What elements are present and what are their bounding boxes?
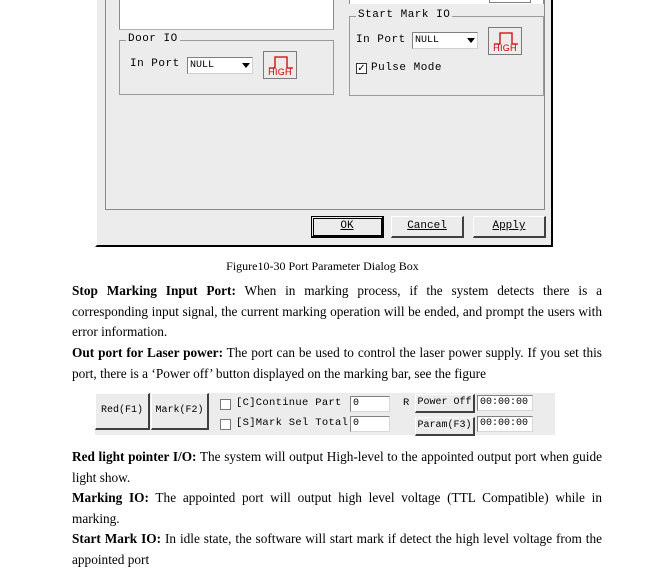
door-io-group — [119, 33, 334, 95]
port-parameter-dialog — [95, 0, 553, 247]
paragraph-laser-power — [72, 343, 602, 384]
heading-stop-marking: Stop Marking Input Port: — [72, 283, 236, 298]
start-mark-io-title: Start Mark IO — [358, 9, 451, 21]
elapsed-time-2: 00:00:00 — [477, 416, 533, 432]
pulse-mode-checkbox[interactable]: ✓ — [357, 63, 366, 74]
start-mark-io-group — [349, 9, 544, 96]
door-io-in-port-label: In Port — [130, 58, 180, 70]
upper-left-group-remnant — [119, 0, 334, 30]
pulse-mode-label: Pulse Mode — [371, 62, 443, 74]
start-mark-in-port-label: In Port — [356, 34, 406, 46]
param-button[interactable]: Param(F3) — [415, 417, 475, 436]
heading-marking-io: Marking IO: — [72, 490, 149, 505]
ok-button[interactable] — [311, 216, 384, 238]
marking-bar — [95, 393, 555, 435]
text-red-light: The system will output High-level to the appointed output port when guide light show. — [72, 449, 602, 485]
text-start-mark: In idle state, the software will start mark if detect the high level voltage from the appointed port — [72, 531, 603, 567]
start-mark-port-select[interactable] — [412, 32, 478, 49]
continue-part-input[interactable]: 0 — [350, 396, 390, 412]
start-mark-port-value: NULL — [415, 35, 440, 46]
apply-button[interactable] — [473, 216, 546, 238]
text-marking-io: The appointed port will output high level voltage (TTL Compatible) while in marking. — [72, 490, 602, 526]
door-io-high-label: HIGH — [268, 67, 292, 77]
continue-part-label: [C]Continue Part — [236, 397, 342, 409]
text-laser-power: The port can be used to control the laser power supply. If you set this port, there is a ‘Power off’ button displayed on the marking bar, see the figure — [72, 345, 602, 381]
paragraph-red-light — [72, 447, 602, 488]
door-io-high-button[interactable] — [263, 51, 297, 79]
start-mark-high-button[interactable] — [488, 27, 522, 55]
mark-sel-total-label: [S]Mark Sel Total — [236, 417, 349, 429]
apply-button-label: Apply — [492, 220, 526, 232]
upper-right-button-remnant — [489, 0, 531, 3]
door-io-title: Door IO — [128, 33, 178, 45]
elapsed-time-1: 00:00:00 — [477, 395, 533, 411]
heading-red-light: Red light pointer I/O: — [72, 449, 197, 464]
r-label: R — [403, 397, 410, 409]
door-io-port-select[interactable] — [187, 57, 253, 74]
mark-sel-total-input[interactable]: 0 — [350, 416, 390, 432]
heading-start-mark: Start Mark IO: — [72, 531, 162, 546]
power-off-button[interactable]: Power Off — [415, 394, 475, 413]
door-io-port-value: NULL — [190, 60, 215, 71]
cancel-button[interactable] — [391, 216, 464, 238]
continue-part-checkbox[interactable] — [220, 399, 231, 410]
heading-laser-power: Out port for Laser power: — [72, 345, 223, 360]
cancel-button-label: Cancel — [407, 220, 447, 232]
mark-button[interactable]: Mark(F2) — [151, 393, 209, 430]
paragraph-marking-io — [72, 488, 602, 529]
paragraph-start-mark — [72, 529, 602, 570]
red-button[interactable]: Red(F1) — [95, 393, 150, 430]
text-stop-marking: When in marking process, if the system detects there is a corresponding input signal, the current marking operation will be ended, and prompt the users with error information. — [72, 283, 603, 339]
ok-button-label: OK — [340, 220, 354, 232]
figure-caption: Figure10-30 Port Parameter Dialog Box — [226, 259, 419, 273]
mark-sel-total-checkbox[interactable] — [220, 419, 231, 430]
chevron-down-icon — [242, 63, 250, 68]
paragraph-stop-marking — [72, 281, 602, 343]
chevron-down-icon — [467, 38, 475, 43]
start-mark-high-label: HIGH — [493, 43, 517, 53]
